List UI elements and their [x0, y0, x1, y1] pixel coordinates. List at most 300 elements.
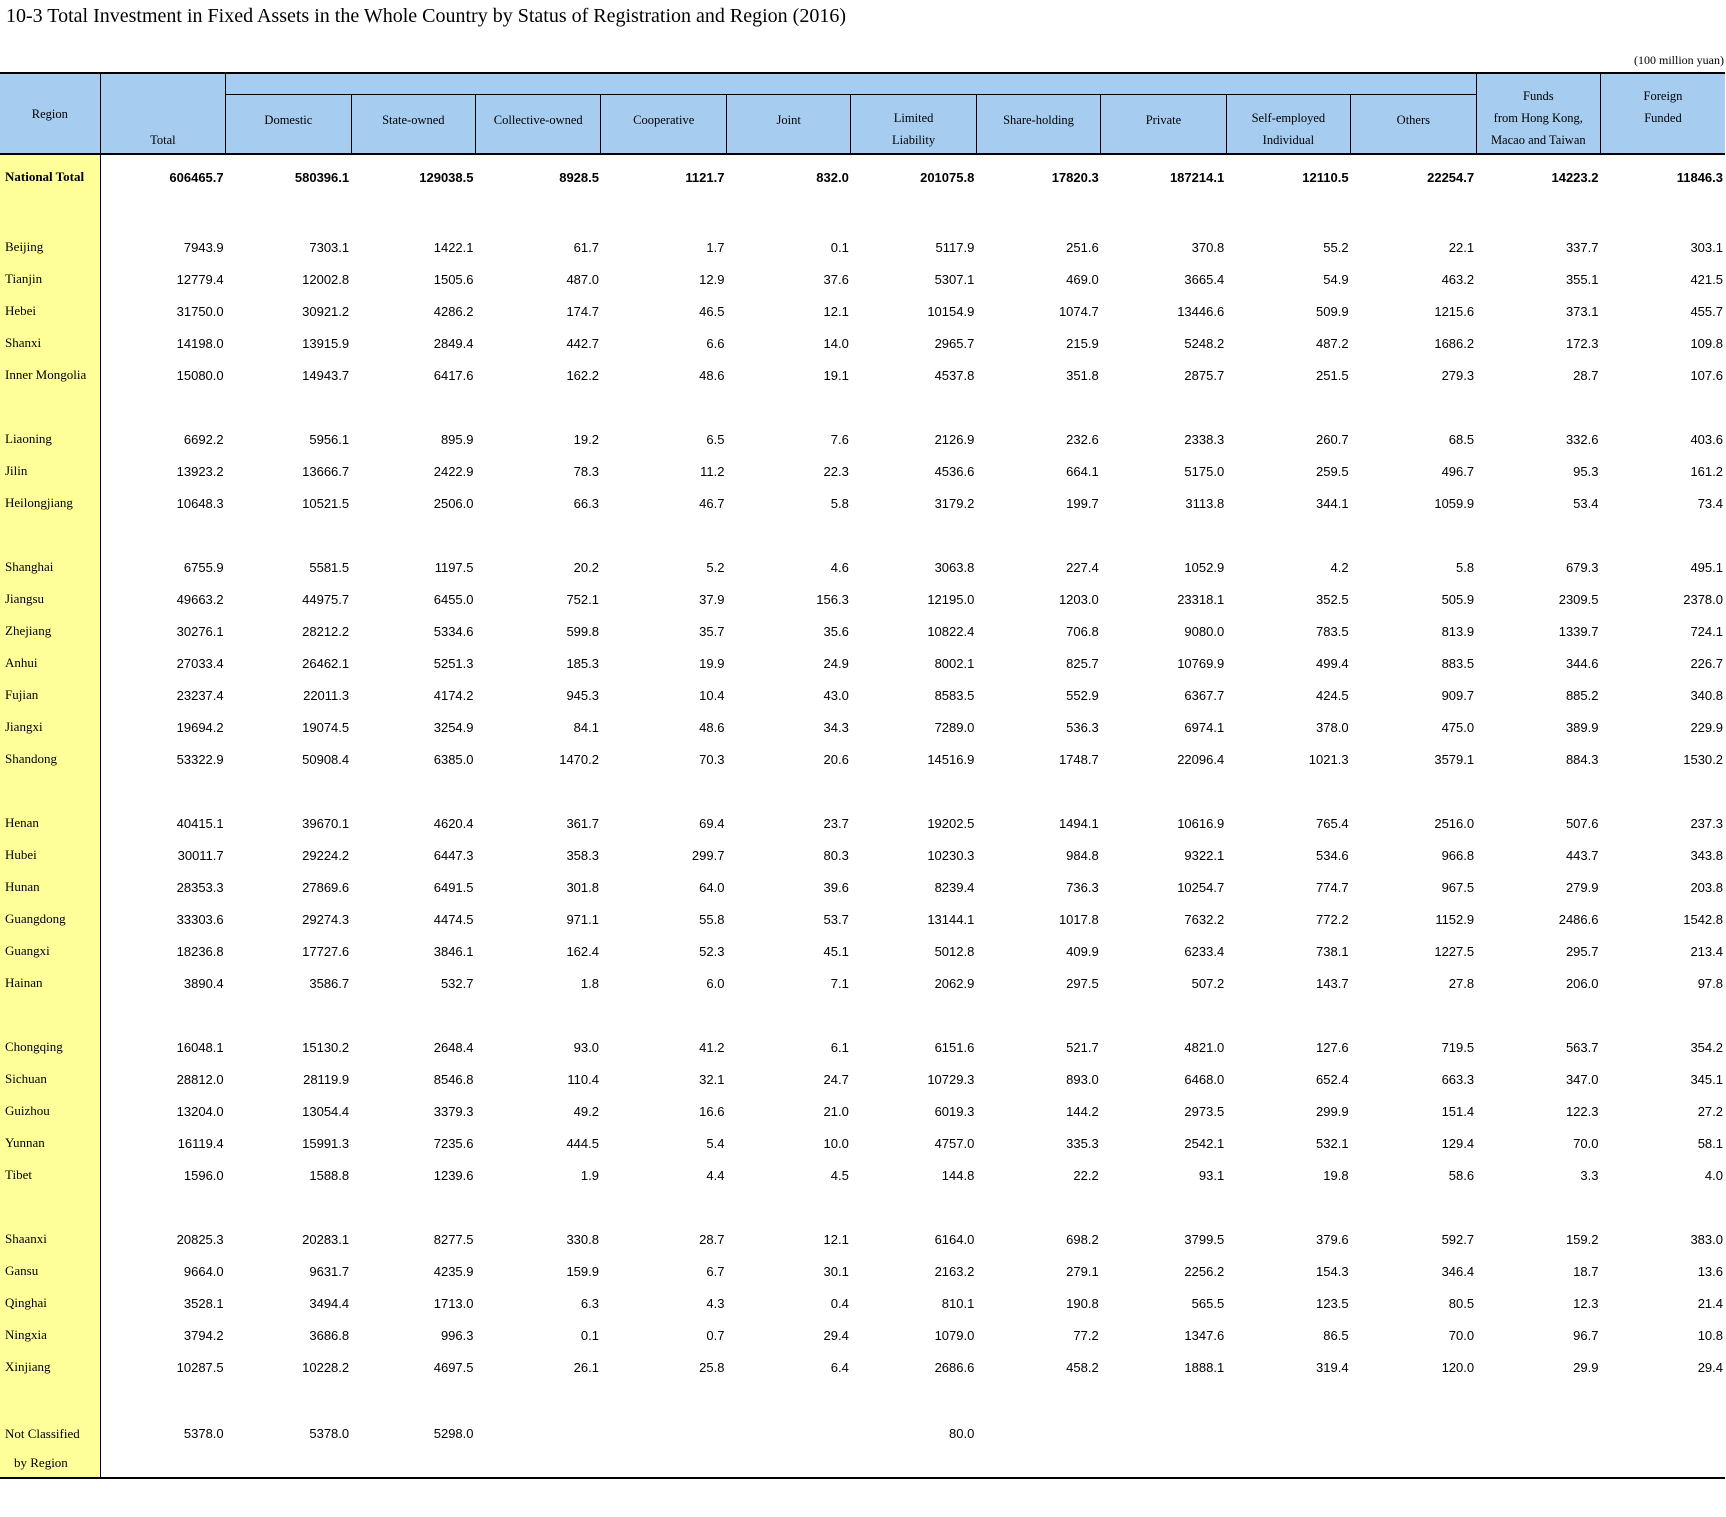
table-row	[0, 1223, 1725, 1255]
value-cell: 29.4	[823, 1327, 849, 1343]
value-cell	[1226, 199, 1350, 231]
value-cell: 984.8	[1066, 847, 1099, 863]
value-cell: 1888.1	[1184, 1359, 1225, 1375]
value-cell: 237.3	[1690, 815, 1723, 831]
value-cell: 3794.2	[183, 1327, 224, 1343]
value-cell: 424.5	[1316, 687, 1349, 703]
value-cell: 606465.7	[169, 169, 224, 185]
value-cell: 151.4	[1441, 1103, 1475, 1119]
value-cell: 6468.0	[1184, 1071, 1225, 1087]
region-label-line1: Not Classified	[5, 1426, 80, 1441]
value-cell: 455.7	[1690, 303, 1723, 319]
value-cell: 967.5	[1441, 879, 1475, 895]
value-cell: 4.5	[830, 1167, 849, 1183]
value-cell: 9322.1	[1184, 847, 1225, 863]
value-cell: 203.8	[1690, 879, 1723, 895]
region-cell	[0, 999, 100, 1031]
value-cell: 96.7	[1573, 1327, 1599, 1343]
value-cell: 16.6	[699, 1103, 725, 1119]
header-foreign-line2: Funded	[1644, 111, 1682, 125]
value-cell: 58.6	[1448, 1167, 1475, 1183]
value-cell: 2648.4	[433, 1039, 474, 1055]
value-cell: 3379.3	[433, 1103, 474, 1119]
value-cell: 40415.1	[176, 815, 224, 831]
table-row	[0, 231, 1725, 263]
value-cell	[1476, 391, 1600, 423]
value-cell: 22011.3	[303, 687, 350, 703]
value-cell: 3063.8	[934, 559, 975, 575]
value-cell	[1226, 775, 1350, 807]
value-cell: 22096.4	[1177, 751, 1225, 767]
value-cell: 6.4	[830, 1359, 849, 1375]
value-cell: 10287.5	[176, 1359, 224, 1375]
table-row	[0, 1351, 1725, 1383]
value-cell: 13666.7	[302, 463, 350, 479]
spacer-row	[0, 775, 1725, 807]
value-cell: 299.7	[691, 847, 725, 863]
table-row	[0, 359, 1725, 391]
value-cell: 6164.0	[934, 1231, 975, 1247]
value-cell: 509.9	[1316, 303, 1349, 319]
value-cell: 1422.1	[433, 239, 474, 255]
header-self-employed-line2: Individual	[1262, 133, 1315, 147]
value-cell	[1101, 1191, 1226, 1223]
value-cell: 295.7	[1565, 943, 1599, 959]
value-cell: 1152.9	[1435, 911, 1475, 927]
value-cell: 1227.5	[1434, 943, 1475, 959]
value-cell: 1052.9	[1184, 559, 1225, 575]
value-cell: 24.7	[823, 1071, 849, 1087]
value-cell: 23318.1	[1177, 591, 1225, 607]
value-cell	[1476, 199, 1600, 231]
value-cell: 19.8	[1323, 1167, 1349, 1183]
value-cell	[1101, 199, 1226, 231]
value-cell: 592.7	[1441, 1231, 1475, 1247]
value-cell: 3665.4	[1184, 271, 1225, 287]
value-cell: 20825.3	[176, 1231, 224, 1247]
value-cell: 783.5	[1316, 623, 1349, 639]
unit-note: (100 million yuan)	[1634, 53, 1724, 67]
header-foreign-funded	[1600, 73, 1725, 154]
header-domestic-group	[226, 73, 1476, 94]
value-cell: 61.7	[573, 239, 599, 255]
value-cell: 25.8	[699, 1359, 725, 1375]
value-cell: 346.4	[1441, 1263, 1475, 1279]
value-cell	[1351, 519, 1477, 551]
value-cell: 143.7	[1316, 975, 1349, 991]
value-cell: 10.4	[699, 687, 725, 703]
value-cell: 5581.5	[309, 559, 350, 575]
value-cell: 536.3	[1066, 719, 1099, 735]
value-cell: 17727.6	[302, 943, 350, 959]
value-cell: 335.3	[1066, 1135, 1099, 1151]
header-limited-liability	[851, 94, 976, 154]
value-cell	[1600, 199, 1725, 231]
value-cell: 563.7	[1565, 1039, 1599, 1055]
value-cell: 48.6	[699, 367, 725, 383]
value-cell: 45.1	[823, 943, 849, 959]
value-cell: 1203.0	[1058, 591, 1099, 607]
value-cell: 2422.9	[433, 463, 474, 479]
value-cell: 13144.1	[927, 911, 975, 927]
region-cell: Gansu	[0, 1255, 100, 1287]
value-cell: 13054.4	[302, 1103, 350, 1119]
value-cell: 2542.1	[1184, 1135, 1225, 1151]
value-cell: 5298.0	[351, 1415, 475, 1478]
header-joint	[726, 94, 850, 154]
value-cell: 442.7	[566, 335, 599, 351]
value-cell	[100, 999, 225, 1031]
value-cell	[1226, 999, 1350, 1031]
value-cell	[726, 391, 850, 423]
region-cell: National Total	[0, 154, 100, 199]
value-cell: 52.3	[699, 943, 725, 959]
value-cell: 6385.0	[433, 751, 474, 767]
value-cell: 2506.0	[433, 495, 474, 511]
value-cell: 70.0	[1573, 1135, 1599, 1151]
value-cell	[601, 391, 726, 423]
value-cell: 1.7	[706, 239, 725, 255]
value-cell: 5.2	[706, 559, 725, 575]
value-cell: 39670.1	[302, 815, 350, 831]
value-cell: 187214.1	[1169, 169, 1225, 185]
value-cell: 8239.4	[934, 879, 975, 895]
spacer-row	[0, 391, 1725, 423]
value-cell: 54.9	[1323, 271, 1349, 287]
value-cell	[100, 199, 225, 231]
region-cell: Sichuan	[0, 1063, 100, 1095]
value-cell: 6233.4	[1184, 943, 1225, 959]
value-cell	[1226, 1191, 1350, 1223]
value-cell: 945.3	[566, 687, 599, 703]
value-cell: 3890.4	[183, 975, 224, 991]
value-cell: 475.0	[1441, 719, 1475, 735]
value-cell: 21.4	[1697, 1295, 1723, 1311]
value-cell: 12.1	[823, 303, 849, 319]
value-cell: 6974.1	[1184, 719, 1225, 735]
value-cell: 10.8	[1697, 1327, 1723, 1343]
spacer-row	[0, 519, 1725, 551]
header-state-owned-label: State-owned	[382, 113, 445, 127]
value-cell: 260.7	[1316, 431, 1349, 447]
region-cell: Hubei	[0, 839, 100, 871]
table-row	[0, 647, 1725, 679]
value-cell: 201075.8	[920, 169, 975, 185]
value-cell: 3586.7	[309, 975, 350, 991]
value-cell	[601, 999, 726, 1031]
value-cell: 24.9	[823, 655, 849, 671]
value-cell	[851, 1191, 976, 1223]
value-cell: 5.8	[1456, 559, 1475, 575]
value-cell: 1748.7	[1058, 751, 1099, 767]
value-cell: 299.9	[1316, 1103, 1349, 1119]
value-cell: 10729.3	[927, 1071, 975, 1087]
value-cell: 15080.0	[176, 367, 224, 383]
value-cell: 10648.3	[176, 495, 224, 511]
value-cell: 30.1	[823, 1263, 849, 1279]
region-cell	[0, 199, 100, 231]
spacer-row	[0, 199, 1725, 231]
value-cell	[601, 1191, 726, 1223]
region-cell: Guizhou	[0, 1095, 100, 1127]
table-row	[0, 487, 1725, 519]
value-cell	[351, 391, 475, 423]
value-cell: 20.6	[823, 751, 849, 767]
value-cell: 8928.5	[559, 169, 599, 185]
value-cell: 77.2	[1073, 1327, 1099, 1343]
value-cell: 35.6	[823, 623, 849, 639]
value-cell: 215.9	[1066, 335, 1099, 351]
value-cell	[726, 1383, 850, 1415]
value-cell: 154.3	[1316, 1263, 1349, 1279]
value-cell: 772.2	[1316, 911, 1349, 927]
value-cell: 28119.9	[303, 1071, 350, 1087]
value-cell: 206.0	[1565, 975, 1599, 991]
header-collective-owned	[476, 94, 601, 154]
value-cell: 652.4	[1316, 1071, 1349, 1087]
value-cell: 14223.2	[1551, 169, 1599, 185]
value-cell	[851, 519, 976, 551]
value-cell: 736.3	[1066, 879, 1099, 895]
value-cell: 144.2	[1066, 1103, 1099, 1119]
value-cell	[226, 1191, 351, 1223]
value-cell: 343.8	[1690, 847, 1723, 863]
value-cell: 174.7	[566, 303, 599, 319]
value-cell: 5012.8	[934, 943, 975, 959]
table-row	[0, 551, 1725, 583]
value-cell: 884.3	[1565, 751, 1599, 767]
value-cell: 1339.7	[1558, 623, 1599, 639]
value-cell: 2126.9	[934, 431, 975, 447]
header-funds-hk-macao-taiwan	[1476, 73, 1600, 154]
table-row	[0, 1319, 1725, 1351]
value-cell	[351, 199, 475, 231]
table-row	[0, 871, 1725, 903]
value-cell: 28.7	[1573, 367, 1599, 383]
value-cell	[601, 1383, 726, 1415]
value-cell: 10230.3	[927, 847, 975, 863]
value-cell	[1600, 519, 1725, 551]
value-cell: 1505.6	[433, 271, 474, 287]
value-cell: 4286.2	[433, 303, 474, 319]
table-row	[0, 455, 1725, 487]
value-cell: 5378.0	[226, 1415, 351, 1478]
value-cell: 2516.0	[1434, 815, 1475, 831]
value-cell: 55.2	[1323, 239, 1349, 255]
value-cell	[976, 1191, 1100, 1223]
value-cell: 9664.0	[183, 1263, 224, 1279]
value-cell: 49663.2	[176, 591, 224, 607]
value-cell: 49.2	[573, 1103, 599, 1119]
table-row	[0, 327, 1725, 359]
region-cell: Jiangsu	[0, 583, 100, 615]
value-cell: 6491.5	[433, 879, 474, 895]
value-cell: 444.5	[566, 1135, 599, 1151]
value-cell: 752.1	[566, 591, 599, 607]
value-cell: 8583.5	[934, 687, 975, 703]
value-cell: 172.3	[1565, 335, 1599, 351]
value-cell: 3579.1	[1434, 751, 1475, 767]
value-cell: 21.0	[823, 1103, 849, 1119]
value-cell	[1476, 1383, 1600, 1415]
region-cell: Tianjin	[0, 263, 100, 295]
value-cell: 31750.0	[176, 303, 224, 319]
table-row	[0, 423, 1725, 455]
table-row	[0, 935, 1725, 967]
region-cell: Qinghai	[0, 1287, 100, 1319]
value-cell: 1347.6	[1184, 1327, 1225, 1343]
value-cell: 810.1	[941, 1295, 975, 1311]
value-cell	[1101, 999, 1226, 1031]
region-cell: Ningxia	[0, 1319, 100, 1351]
value-cell: 29.4	[1697, 1359, 1723, 1375]
value-cell: 35.7	[699, 623, 725, 639]
region-cell: Shaanxi	[0, 1223, 100, 1255]
value-cell: 2875.7	[1184, 367, 1225, 383]
value-cell	[100, 391, 225, 423]
header-private	[1101, 94, 1226, 154]
value-cell: 319.4	[1316, 1359, 1349, 1375]
value-cell: 1021.3	[1308, 751, 1349, 767]
value-cell: 6.6	[706, 335, 725, 351]
page-title: 10-3 Total Investment in Fixed Assets in the Whole Country by Status of Registration and Region (2016)	[6, 5, 846, 27]
region-cell: Tibet	[0, 1159, 100, 1191]
value-cell: 58.1	[1697, 1135, 1723, 1151]
value-cell	[1600, 1415, 1725, 1478]
value-cell: 10822.4	[927, 623, 975, 639]
region-cell	[0, 1383, 100, 1415]
value-cell	[1351, 199, 1477, 231]
value-cell: 337.7	[1565, 239, 1599, 255]
value-cell: 43.0	[823, 687, 849, 703]
value-cell: 3528.1	[183, 1295, 224, 1311]
value-cell: 16119.4	[177, 1135, 224, 1151]
value-cell: 20283.1	[302, 1231, 350, 1247]
value-cell: 4235.9	[433, 1263, 474, 1279]
value-cell: 12195.0	[927, 591, 975, 607]
region-cell: Guangdong	[0, 903, 100, 935]
value-cell: 13446.6	[1177, 303, 1225, 319]
value-cell: 30011.7	[177, 847, 224, 863]
value-cell: 93.1	[1198, 1167, 1225, 1183]
value-cell: 4174.2	[433, 687, 474, 703]
value-cell: 4620.4	[433, 815, 474, 831]
header-share-holding-label: Share-holding	[1003, 113, 1074, 127]
value-cell: 3113.8	[1185, 495, 1225, 511]
table-row	[0, 839, 1725, 871]
region-cell: Shanghai	[0, 551, 100, 583]
value-cell: 8546.8	[433, 1071, 474, 1087]
value-cell	[476, 999, 601, 1031]
value-cell	[726, 775, 850, 807]
value-cell: 27.8	[1448, 975, 1475, 991]
value-cell: 496.7	[1441, 463, 1475, 479]
value-cell: 1.9	[580, 1167, 599, 1183]
value-cell: 354.2	[1690, 1039, 1723, 1055]
value-cell: 129038.5	[419, 169, 474, 185]
value-cell	[976, 1415, 1100, 1478]
value-cell: 1713.0	[433, 1295, 474, 1311]
value-cell: 80.0	[851, 1415, 976, 1478]
value-cell	[1351, 391, 1477, 423]
region-cell: Hainan	[0, 967, 100, 999]
value-cell: 13923.2	[176, 463, 224, 479]
value-cell	[601, 1415, 726, 1478]
value-cell: 279.9	[1565, 879, 1599, 895]
value-cell: 832.0	[816, 169, 849, 185]
value-cell: 5307.1	[934, 271, 975, 287]
value-cell: 1686.2	[1434, 335, 1475, 351]
value-cell: 1530.2	[1683, 751, 1723, 767]
value-cell: 86.5	[1323, 1327, 1349, 1343]
value-cell: 5378.0	[100, 1415, 225, 1478]
table-row	[0, 711, 1725, 743]
value-cell: 355.1	[1565, 271, 1599, 287]
value-cell	[1351, 1191, 1477, 1223]
value-cell: 5175.0	[1184, 463, 1225, 479]
value-cell: 28.7	[699, 1231, 725, 1247]
value-cell: 29.9	[1573, 1359, 1599, 1375]
spacer-row	[0, 1191, 1725, 1223]
region-cell: Heilongjiang	[0, 487, 100, 519]
value-cell: 971.1	[566, 911, 599, 927]
value-cell: 2163.2	[934, 1263, 975, 1279]
value-cell	[351, 1191, 475, 1223]
value-cell: 301.8	[566, 879, 599, 895]
value-cell: 68.5	[1448, 431, 1475, 447]
value-cell	[601, 199, 726, 231]
value-cell: 11.2	[700, 463, 725, 479]
value-cell: 12002.8	[302, 271, 350, 287]
value-cell: 4821.0	[1184, 1039, 1225, 1055]
value-cell	[1101, 391, 1226, 423]
value-cell	[100, 519, 225, 551]
header-limited-line2: Liability	[892, 133, 936, 147]
region-cell	[0, 775, 100, 807]
value-cell	[1476, 519, 1600, 551]
value-cell: 122.3	[1565, 1103, 1599, 1119]
table-row	[0, 1159, 1725, 1191]
value-cell: 6692.2	[183, 431, 224, 447]
value-cell	[976, 199, 1100, 231]
value-cell	[1351, 775, 1477, 807]
value-cell: 279.1	[1066, 1263, 1099, 1279]
value-cell	[1351, 1415, 1477, 1478]
value-cell: 443.7	[1565, 847, 1599, 863]
value-cell	[1351, 1383, 1477, 1415]
value-cell: 8277.5	[433, 1231, 474, 1247]
value-cell: 22.1	[1448, 239, 1475, 255]
value-cell: 279.3	[1441, 367, 1475, 383]
value-cell: 0.4	[830, 1295, 849, 1311]
value-cell: 344.1	[1316, 495, 1349, 511]
header-region: Region	[0, 73, 100, 154]
value-cell: 351.8	[1066, 367, 1099, 383]
value-cell: 7.1	[830, 975, 849, 991]
value-cell: 159.9	[566, 1263, 599, 1279]
table-row	[0, 1127, 1725, 1159]
value-cell: 1588.8	[309, 1167, 350, 1183]
value-cell: 161.2	[1690, 463, 1723, 479]
region-cell: Jilin	[0, 455, 100, 487]
value-cell: 30921.2	[302, 303, 350, 319]
value-cell: 996.3	[440, 1327, 474, 1343]
value-cell: 534.6	[1316, 847, 1349, 863]
value-cell: 0.1	[830, 239, 849, 255]
value-cell: 2338.3	[1184, 431, 1225, 447]
value-cell: 389.9	[1565, 719, 1599, 735]
value-cell: 813.9	[1441, 623, 1475, 639]
